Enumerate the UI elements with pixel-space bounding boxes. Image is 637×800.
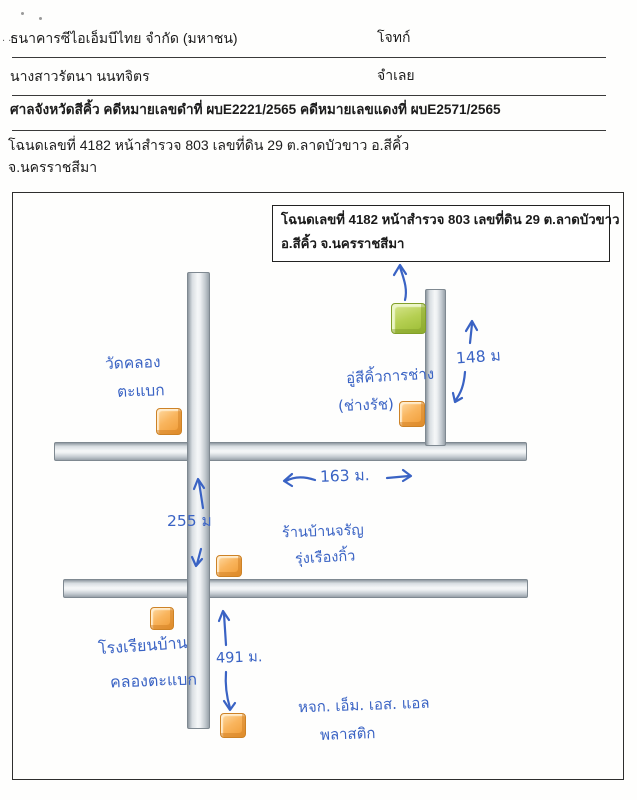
arrow-163m-left-icon [284,474,315,486]
shop-label-line-2: รุ่งเรืองกิ้ว [294,548,356,568]
school-marker [150,607,174,630]
distance-491m-label: 491 ม. [215,649,263,667]
company-label-line-2: พลาสติก [319,724,376,744]
distance-163m-label: 163 ม. [319,466,370,486]
shop-marker [216,555,242,577]
arrow-163m-right-icon [387,470,411,481]
plaintiff-role: โจทก์ [377,29,411,45]
temple-label-line-2: ตะแบก [116,381,165,401]
plaintiff-name: ธนาคารซีไอเอ็มบีไทย จำกัด (มหาชน) [10,30,238,46]
shop-label-line-1: ร้านบ้านจรัญ [281,522,365,542]
deed-line-2: จ.นครราชสีมา [8,159,98,175]
school-label-line-1: โรงเรียนบ้าน [97,632,188,659]
arrow-491m-down-icon [224,672,235,710]
land-plot-marker [391,303,426,334]
deed-label-line-2: อ.สีคิ้ว จ.นครราชสีมา [281,236,405,251]
court-case-line: ศาลจังหวัดสีคิ้ว คดีหมายเลขดำที่ ผบE2221/2565 คดีหมายเลขแดงที่ ผบE2571/2565 [10,102,501,117]
garage-label-line-1: อู่สีคิ้วการช่าง [345,364,435,388]
arrow-491m-up-icon [219,611,229,645]
divider [12,95,606,96]
defendant-name: นางสาวรัตนา นนทจิตร [10,68,150,84]
arrow-148m-down-icon [453,372,465,402]
scan-speck [39,17,42,20]
arrow-plot-to-label-icon [394,265,406,300]
map-arrows [13,193,623,779]
distance-255m-label: 255 ม [167,512,212,530]
garage-marker [399,401,425,427]
hand-drawn-location-map [12,192,624,780]
temple-marker [156,408,182,435]
distance-148m-label: 148 ม [455,346,502,368]
temple-label-line-1: วัดคลอง [104,353,161,373]
road-vertical-main [187,272,210,729]
deed-label-box [272,205,620,262]
deed-label-line-1: โฉนดเลขที่ 4182 หน้าสำรวจ 803 เลขที่ดิน 29 ต.ลาดบัวขาว [281,212,620,227]
divider [12,57,606,58]
road-horizontal-lower [63,579,528,598]
road-horizontal-upper [54,442,527,461]
arrow-148m-up-icon [466,321,477,343]
company-marker [220,713,246,738]
stray-marks: . . [2,32,12,44]
company-label-line-1: หจก. เอ็ม. เอส. แอล [297,693,430,717]
deed-line-1: โฉนดเลขที่ 4182 หน้าสำรวจ 803 เลขที่ดิน 29 ต.ลาดบัวขาว อ.สีคิ้ว [8,137,410,153]
defendant-role: จำเลย [377,67,415,83]
divider [12,130,606,131]
school-label-line-2: คลองตะแบก [109,669,198,692]
garage-label-line-2: (ช่างรัช) [337,395,395,415]
scan-speck [21,12,24,15]
